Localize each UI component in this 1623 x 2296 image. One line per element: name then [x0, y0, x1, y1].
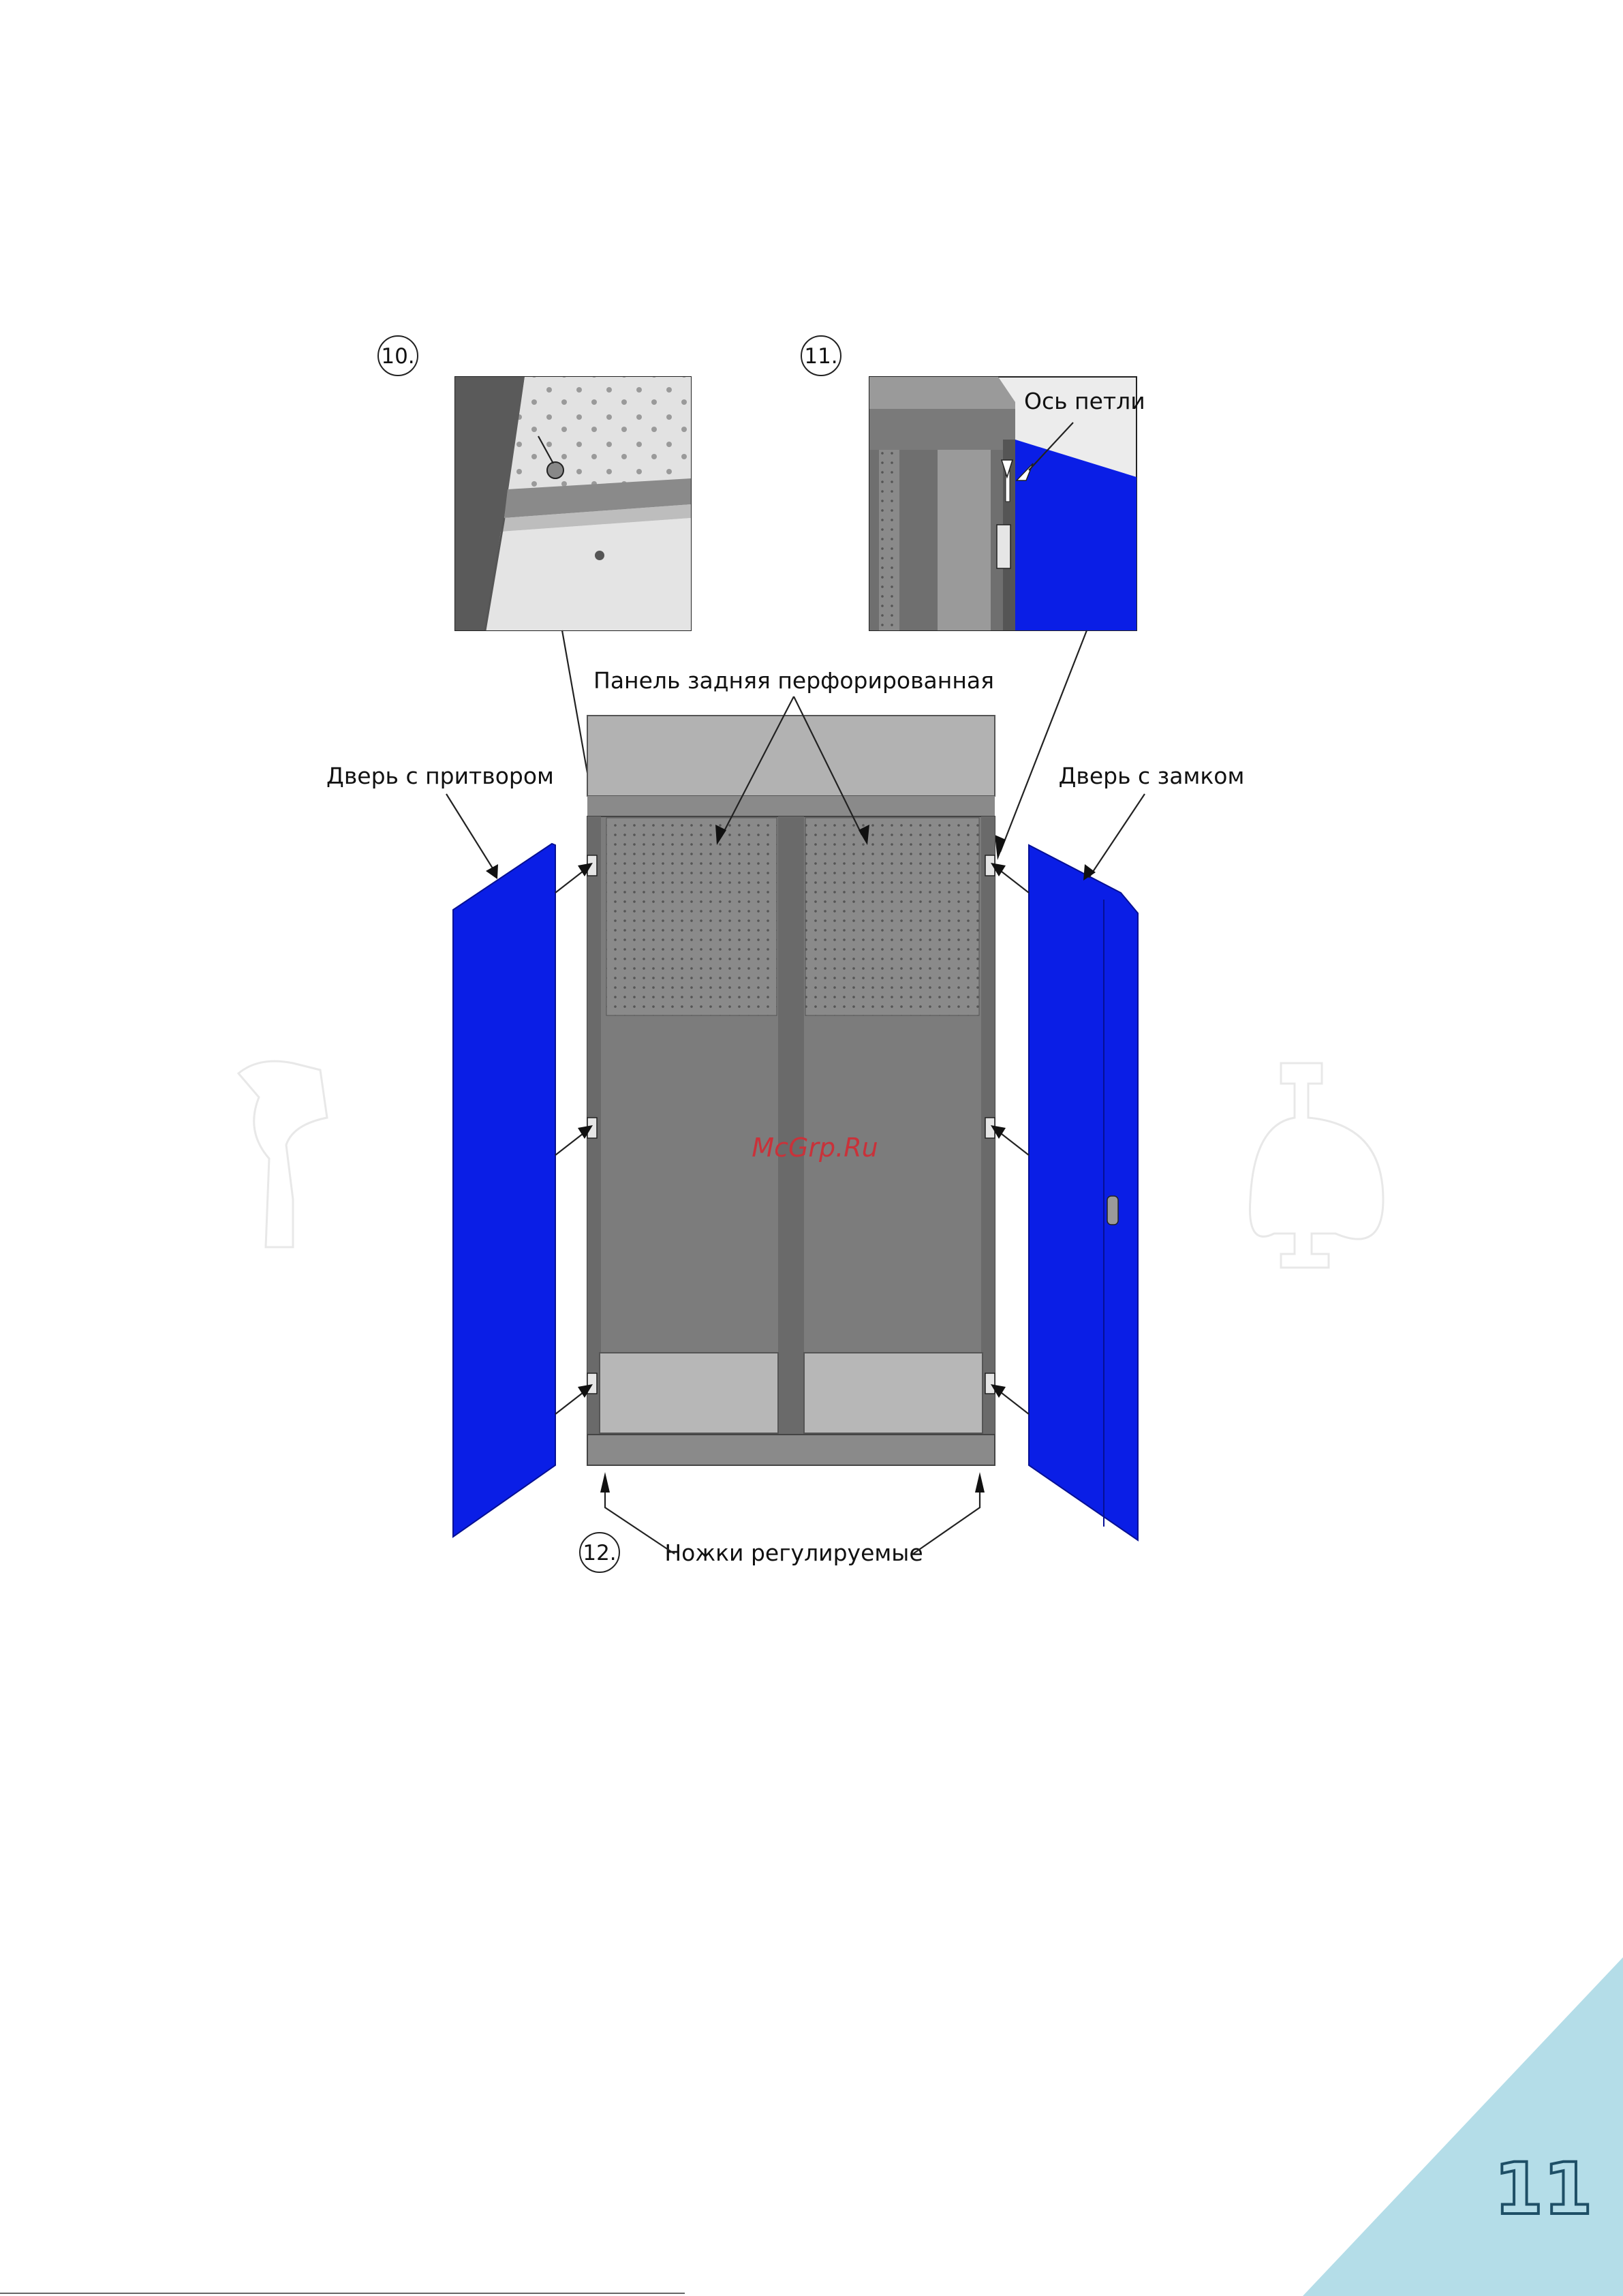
door-lock-icon	[1107, 1196, 1118, 1225]
step-number-12: 12.	[583, 1541, 617, 1565]
step-number-10: 10.	[381, 344, 415, 369]
corner-triangle	[1303, 1957, 1623, 2296]
background-logo-right	[1250, 1063, 1383, 1268]
leader-door-left	[446, 794, 496, 874]
watermark: McGrp.Ru	[752, 1133, 878, 1163]
detail-11	[869, 377, 1137, 630]
label-back-panel: Панель задняя перфорированная	[593, 667, 994, 694]
background-logo-left	[238, 1061, 327, 1247]
hinge-arrows-right	[991, 863, 1029, 1414]
page-number: 11	[1494, 2147, 1593, 2231]
label-hinge-axis: Ось петли	[1024, 388, 1145, 414]
label-legs: Ножки регулируемые	[664, 1540, 923, 1566]
step-marker-12	[580, 1533, 619, 1572]
door-left	[453, 844, 555, 1537]
leader-detail-11	[1000, 630, 1087, 852]
step-number-11: 11.	[804, 344, 838, 369]
door-right	[1029, 845, 1138, 1540]
step-marker-11	[801, 336, 841, 376]
label-door-left: Дверь с притвором	[326, 763, 554, 789]
leader-door-right	[1089, 794, 1145, 878]
cabinet-body	[587, 716, 995, 1465]
step-marker-10	[378, 336, 418, 376]
label-door-right: Дверь с замком	[1058, 763, 1245, 789]
detail-10	[455, 377, 691, 630]
